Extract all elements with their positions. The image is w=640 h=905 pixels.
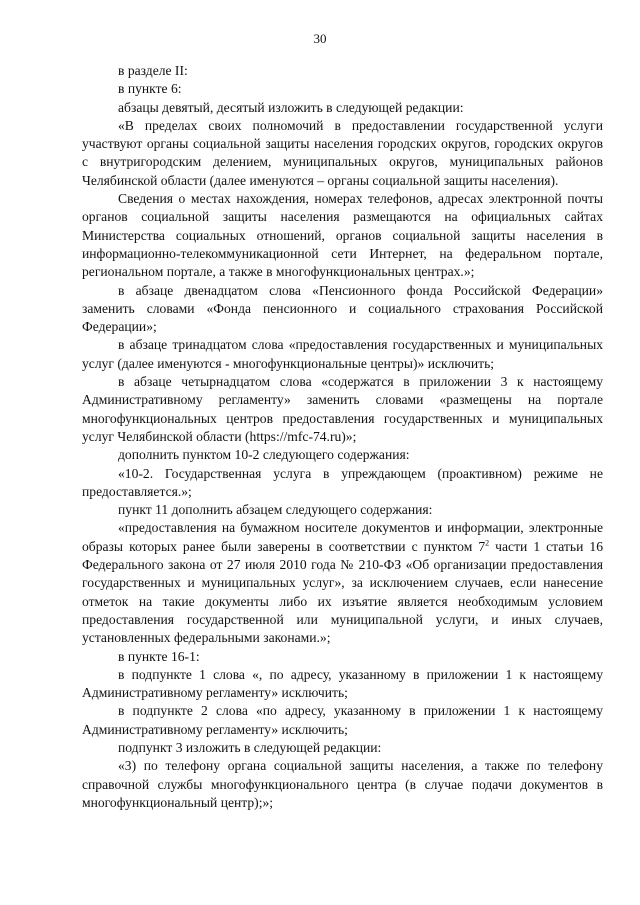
paragraph: в пункте 16-1: [118,648,200,664]
page-number: 30 [313,31,327,46]
paragraph: в разделе II: [118,63,188,78]
paragraph: «В пределах своих полномочий в предоставлении государственной услуги участвуют органы социальной защиты населения городских округов, городских округов с внутригородским делением, муниципальных округов, муниципальных районов Челябинской области (далее именуются – органы социальной защиты населения). [82,117,603,188]
paragraph: абзацы девятый, десятый изложить в следующей редакции: [118,99,464,115]
paragraph: «3) по телефону органа социальной защиты населения, а также по телефону справочной службы многофункционального центра (в случае подачи документов в многофункциональный центр);»; [82,758,603,810]
paragraph: в абзаце двенадцатом слова «Пенсионного фонда Российской Федерации» заменить словами «Фонда пенсионного и социального страхования Российской Федерации»; [82,282,603,335]
paragraph: в абзаце тринадцатом слова «предоставления государственных и муниципальных услуг (далее именуются - многофункциональные центры)» исключить; [82,337,603,371]
superscript: 2 [485,538,490,548]
paragraph: в абзаце четырнадцатом слова «содержатся в приложении 3 к настоящему Административному регламенту» заменить словами «размещены на портале многофункциональных центров предоставления государственных и муниципальных услуг Челябинской области (https://mfc-74.ru)»; [82,374,603,444]
paragraph: в пункте 6: [118,81,182,97]
document-body [82,62,603,812]
paragraph: «10-2. Государственная услуга в упреждающем (проактивном) режиме не предоставляется.»; [82,465,603,499]
paragraph: дополнить пунктом 10-2 следующего содержания: [118,447,410,463]
paragraph: пункт 11 дополнить абзацем следующего содержания: [118,502,433,518]
paragraph: в подпункте 1 слова «, по адресу, указанному в приложении 1 к настоящему Административному регламенту» исключить; [82,666,603,701]
paragraph: подпункт 3 изложить в следующей редакции: [118,739,382,755]
paragraph: Сведения о местах нахождения, номерах телефонов, адресах электронной почты органов социальной защиты населения размещаются на официальных сайтах Министерства социальных отношений, органов социальной защиты населения в информационно-телекоммуникационной сети Интернет, на федеральном портале, региональном портале, а также в многофункциональных центрах.»; [82,191,603,280]
paragraph: в подпункте 2 слова «по адресу, указанному в приложении 1 к настоящему Административному регламенту» исключить; [82,703,603,737]
paragraph: «предоставления на бумажном носителе документов и информации, электронные образы которых ранее были заверены в соответствии с пунктом $7^2$ части 1 статьи 16 Федерального закона от 27 июля 2010 года № 210-ФЗ «Об организации предоставления государственных и муниципальных услуг», за исключением случаев, если нанесение отметок на такие документы либо их изъятие является необходимым условием предоставления государственной или муниципальной услуги, и иных случаев, установленных федеральными законами.»; [82,520,603,646]
